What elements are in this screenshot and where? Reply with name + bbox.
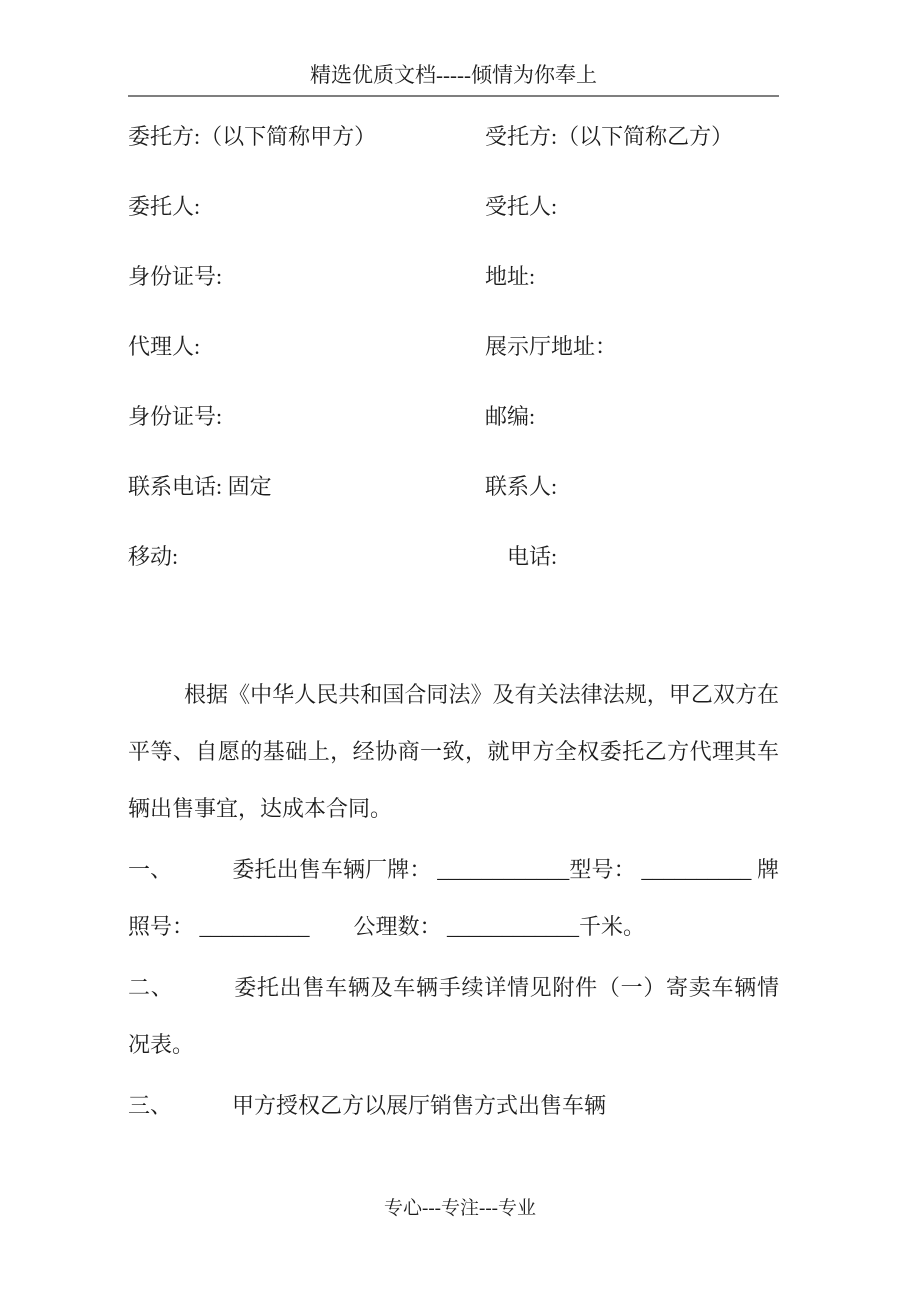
party-row <box>128 193 779 221</box>
clause-3-text: 甲方授权乙方以展厅销售方式出售车辆 <box>232 1093 607 1118</box>
party-row <box>128 543 779 571</box>
clause-2-number: 二、 <box>128 975 174 1000</box>
consignor-title-label: 委托方:（以下简称甲方） <box>128 124 377 149</box>
mobile-label: 移动: <box>128 544 179 569</box>
party-row <box>128 123 779 151</box>
consignor-name-label: 委托人: <box>128 194 201 219</box>
clause-1-text: 委托出售车辆厂牌： ____________型号： __________ 牌照号： __________ 公理数： ____________千米。 <box>128 857 779 939</box>
party-info-section <box>128 123 779 571</box>
clause-3-number: 三、 <box>128 1093 173 1118</box>
consignee-name-label: 受托人: <box>485 194 558 219</box>
clause-tab-spacer <box>172 1112 232 1113</box>
agent-id-label: 身份证号: <box>128 404 223 429</box>
consignee-address-label: 地址: <box>485 264 536 289</box>
page-content <box>128 0 779 1134</box>
party-row <box>128 473 779 501</box>
page-footer: 专心---专注---专业 <box>384 1198 536 1219</box>
party-row <box>128 333 779 361</box>
clause-2 <box>128 959 779 1073</box>
postal-code-label: 邮编: <box>485 404 536 429</box>
agent-label: 代理人: <box>128 334 201 359</box>
party-row <box>128 403 779 431</box>
clause-2-text: 委托出售车辆及车辆手续详情见附件（一）寄卖车辆情况表。 <box>128 975 779 1057</box>
header-divider <box>128 95 779 97</box>
consignee-title-label: 受托方:（以下简称乙方） <box>485 124 734 149</box>
showroom-address-label: 展示厅地址： <box>485 334 618 359</box>
phone-label: 电话: <box>507 544 558 569</box>
contact-phone-fixed-label: 联系电话: 固定 <box>128 474 272 499</box>
intro-paragraph: 根据《中华人民共和国合同法》及有关法律法规，甲乙双方在平等、自愿的基础上，经协商一致，就甲方全权委托乙方代理其车辆出售事宜，达成本合同。 <box>128 682 779 821</box>
clause-1-number: 一、 <box>128 857 173 882</box>
clause-1 <box>128 841 779 955</box>
clause-tab-spacer <box>172 876 232 877</box>
clause-3 <box>128 1077 779 1134</box>
clause-tab-spacer <box>173 994 233 995</box>
consignor-id-label: 身份证号: <box>128 264 223 289</box>
party-row <box>128 263 779 291</box>
page-header-title: 精选优质文档-----倾情为你奉上 <box>310 63 597 87</box>
contact-person-label: 联系人: <box>485 474 558 499</box>
